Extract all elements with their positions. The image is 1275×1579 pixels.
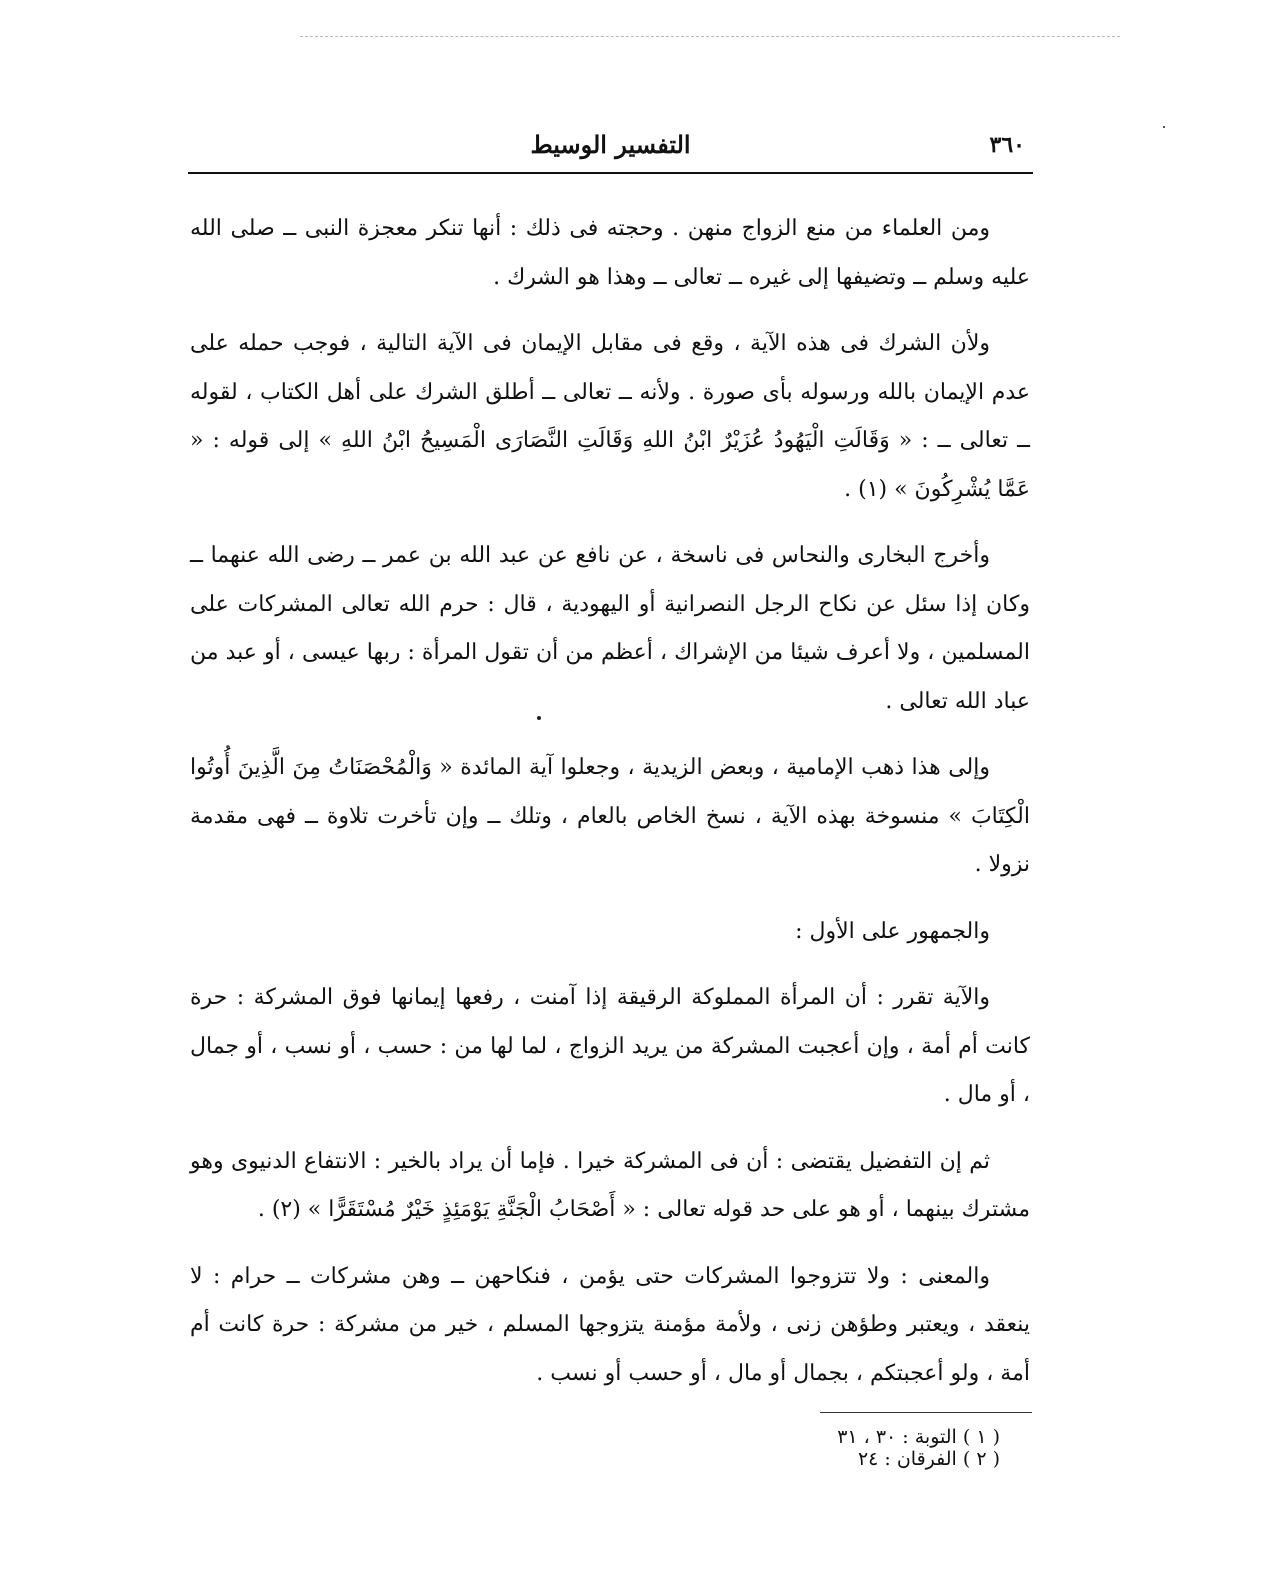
paragraph-8: والمعنى : ولا تتزوجوا المشركات حتى يؤمن ، فنكاحهن ــ وهن مشركات ــ حرام : لا ينعقد ، ويعتبر وطؤهن زنى ، ولأمة مؤمنة يتزوجها المسلم ، خير من مشركة : حرة كانت أم أمة ، ولو أعجبتكم ، بجمال أو مال ، أو حسب أو نسب . xyxy=(190,1263,1030,1386)
paragraph-6: والآية تقرر : أن المرأة المملوكة الرقيقة إذا آمنت ، رفعها إيمانها فوق المشركة : حرة كانت أم أمة ، وإن أعجبت المشركة من يريد الزواج ، لما لها من : حسب ، أو نسب ، أو جمال ، أو مال . xyxy=(190,985,1030,1107)
scan-speck xyxy=(1163,126,1165,128)
footnotes xyxy=(520,1426,1000,1470)
footnote-2: ( ٢ ) الفرقان : ٢٤ xyxy=(857,1448,1000,1470)
paragraph-7: ثم إن التفضيل يقتضى : أن فى المشركة خيرا . فإما أن يراد بالخير : الانتفاع الدنيوى وهو مشترك بينهما ، أو هو على حد قوله تعالى : « أَصْحَابُ الْجَنَّةِ يَوْمَئِذٍ خَيْرٌ مُسْتَقَرًّا » (٢) . xyxy=(190,1148,1030,1222)
paragraph-2: ولأن الشرك فى هذه الآية ، وقع فى مقابل الإيمان فى الآية التالية ، فوجب حمله على عدم الإيمان بالله ورسوله بأى صورة . ولأنه ــ تعالى ــ أطلق الشرك على أهل الكتاب ، لقوله ــ تعالى ــ : « وَقَالَتِ الْيَهُودُ عُزَيْرٌ ابْنُ اللهِ وَقَالَتِ النَّصَارَى الْمَسِيحُ ابْنُ اللهِ » إلى قوله : « عَمَّا يُشْرِكُونَ » (١) . xyxy=(190,331,1031,502)
scan-edge-line xyxy=(300,36,1120,37)
page-number: ٣٦٠ xyxy=(989,132,1025,158)
footnote-1: ( ١ ) التوبة : ٣٠ ، ٣١ xyxy=(837,1426,1000,1448)
scan-speck xyxy=(537,716,541,720)
paragraph-3: وأخرج البخارى والنحاس فى ناسخة ، عن نافع عن عبد الله بن عمر ــ رضى الله عنهما ــ وكان إذا سئل عن نكاح الرجل النصرانية أو اليهودية ، قال : حرم الله تعالى المشركات على المسلمين ، ولا أعرف شيئا من الإشراك ، أعظم من أن تقول المرأة : ربها عيسى ، أو عبد من عباد الله تعالى . xyxy=(190,543,1030,714)
running-title: التفسير الوسيط xyxy=(530,130,691,159)
paragraph-4: وإلى هذا ذهب الإمامية ، وبعض الزيدية ، وجعلوا آية المائدة « وَالْمُحْصَنَاتُ مِنَ الَّذِينَ أُوتُوا الْكِتَابَ » منسوخة بهذه الآية ، نسخ الخاص بالعام ، وتلك ــ وإن تأخرت تلاوة ــ فهى مقدمة نزولا . xyxy=(190,755,1030,877)
body-text xyxy=(190,205,1030,1416)
page-header xyxy=(188,126,1033,166)
header-rule xyxy=(188,172,1033,174)
paragraph-5: والجمهور على الأول : xyxy=(795,918,990,944)
footnote-rule xyxy=(820,1412,1032,1413)
paragraph-1: ومن العلماء من منع الزواج منهن . وحجته فى ذلك : أنها تنكر معجزة النبى ــ صلى الله عليه وسلم ــ وتضيفها إلى غيره ــ تعالى ــ وهذا هو الشرك . xyxy=(190,216,1030,290)
